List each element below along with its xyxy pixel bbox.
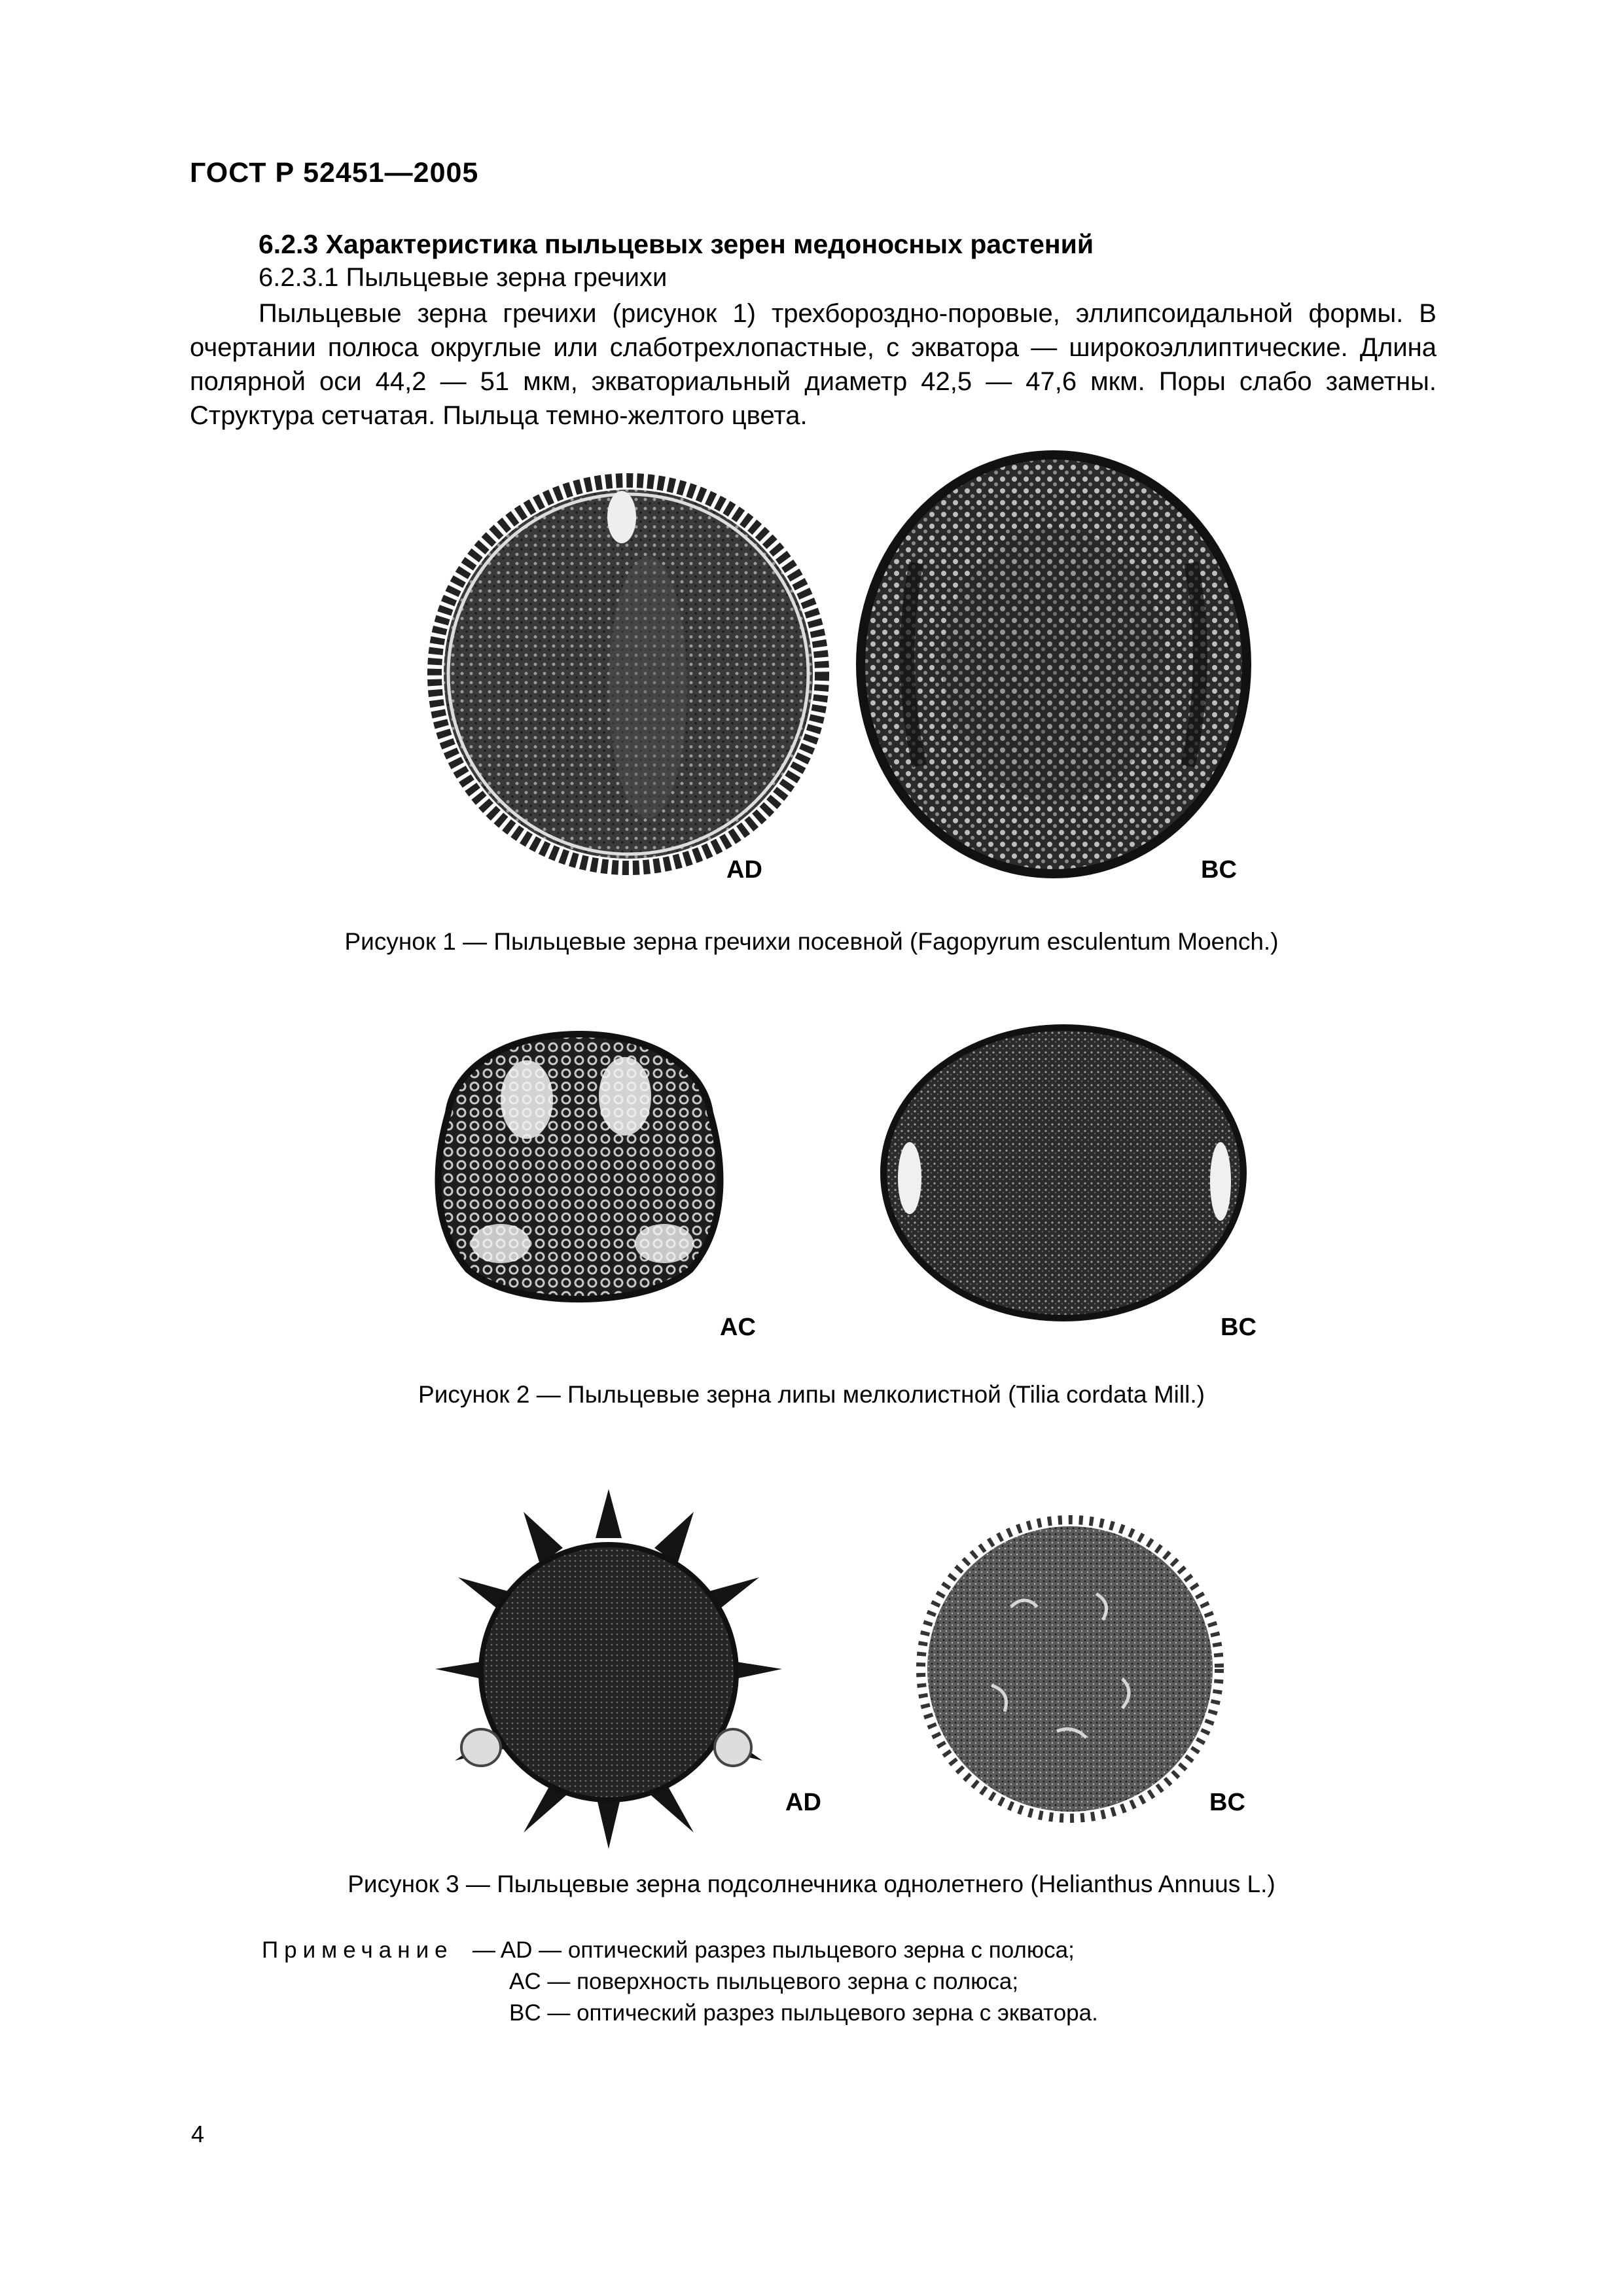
- figure2-label-right: BC: [1221, 1314, 1257, 1341]
- figure1-caption: Рисунок 1 — Пыльцевые зерна гречихи посевной (Fagopyrum esculentum Moench.): [344, 928, 1279, 955]
- pollen-image-fig1-ad: [432, 478, 825, 877]
- figure3-label-left: AD: [785, 1789, 821, 1816]
- note-line-ad: — AD — оптический разрез пыльцевого зерна с полюса;: [473, 1937, 1075, 1963]
- note-line-bc: BC — оптический разрез пыльцевого зерна с экватора.: [509, 2000, 1098, 2026]
- note-line-ac: AC — поверхность пыльцевого зерна с полюса;: [509, 1969, 1019, 1994]
- pollen-image-fig1-bc: [857, 452, 1250, 877]
- figure3-label-right: BC: [1209, 1789, 1245, 1816]
- section-heading: 6.2.3 Характеристика пыльцевых зерен медоносных растений: [259, 229, 1094, 259]
- figure2-caption: Рисунок 2 — Пыльцевые зерна липы мелколистной (Tilia cordata Mill.): [418, 1381, 1205, 1408]
- page-number: 4: [191, 2121, 205, 2147]
- pollen-image-fig3-bc: [913, 1515, 1227, 1823]
- note-keyword: Примечание: [262, 1937, 454, 1963]
- document-code: ГОСТ Р 52451—2005: [190, 157, 479, 188]
- pollen-image-fig2-ac: [429, 1028, 730, 1309]
- figure2-label-left: AC: [720, 1314, 756, 1341]
- figure1-label-left: AD: [726, 856, 762, 884]
- figure1-label-right: BC: [1201, 856, 1237, 884]
- pollen-image-fig2-bc: [880, 1024, 1247, 1322]
- subsection-heading: 6.2.3.1 Пыльцевые зерна гречихи: [259, 263, 668, 292]
- pollen-image-fig3-ad: [432, 1486, 785, 1852]
- body-paragraph: Пыльцевые зерна гречихи (рисунок 1) трехбороздно-поровые, эллипсоидальной формы. В очертании полюса округлые или слаботрехлопастные, с экватора — широкоэллиптические. Длина полярной оси 44,2 — 51 мкм, экваториальный диаметр 42,5 — 47,6 мкм. Поры слабо заметны. Структура сетчатая. Пыльца темно-желтого цвета.: [190, 299, 1436, 430]
- figure3-caption: Рисунок 3 — Пыльцевые зерна подсолнечника однолетнего (Helianthus Annuus L.): [348, 1871, 1275, 1897]
